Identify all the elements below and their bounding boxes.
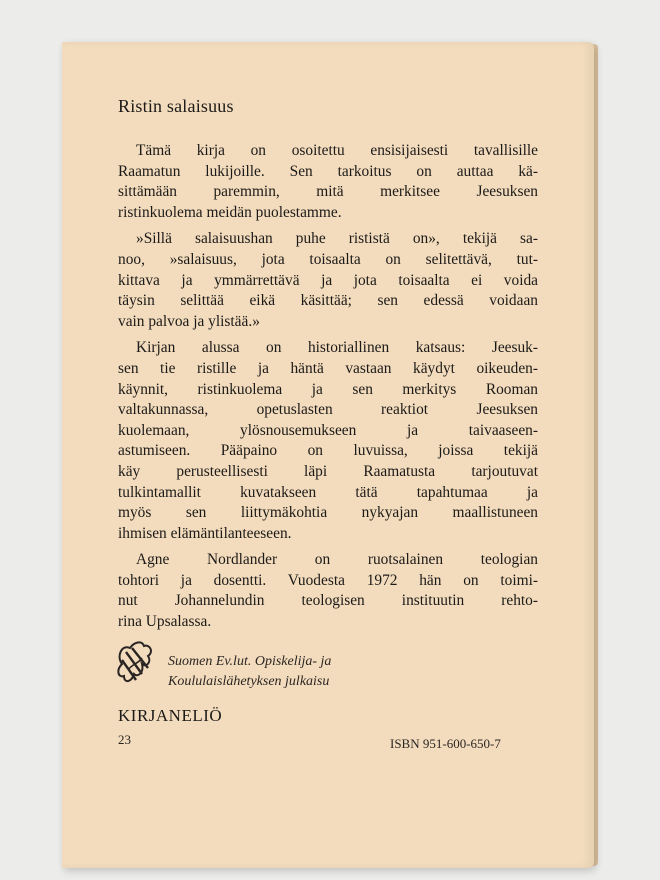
text-line: astumiseen. Pääpaino on luvuissa, joissa tekijä	[118, 442, 538, 460]
text-line: ihmisen elämäntilanteeseen.	[118, 524, 292, 542]
publisher-text	[168, 652, 331, 692]
text-line: sen tie ristille ja häntä vastaan käydyt oikeuden-	[118, 359, 538, 377]
blurb-paragraph	[118, 338, 538, 544]
text-line: nut Johannelundin teologisen instituutin rehto-	[118, 592, 538, 610]
text-line: kittava ja ymmärrettävä ja jota toisaalta ei voida	[118, 271, 538, 289]
text-line: ristinkuolema meidän puolestamme.	[118, 203, 342, 221]
text-line: valtakunnassa, opetuslasten reaktiot Jeesuksen	[118, 401, 538, 419]
imprint-name: KIRJANELIÖ	[118, 706, 223, 725]
series-number: 23	[118, 732, 131, 747]
publisher-line-1: Suomen Ev.lut. Opiskelija- ja	[168, 654, 332, 669]
text-line: Agne Nordlander on ruotsalainen teologian	[136, 551, 538, 569]
text-line: tohtori ja dosentti. Vuodesta 1972 hän on toimi-	[118, 571, 538, 589]
text-line: »Sillä salaisuushan puhe rististä on», tekijä sa-	[136, 230, 538, 248]
text-line: täysin selittää eikä käsittää; sen edessä voidaan	[118, 292, 538, 310]
text-line: Kirjan alussa on historiallinen katsaus: Jeesuk-	[136, 339, 538, 357]
blurb-paragraph	[118, 550, 538, 632]
text-line: kuolemaan, ylösnousemukseen ja taivaaseen-	[118, 421, 538, 439]
publisher-logo-icon	[112, 634, 156, 692]
blurb-paragraph	[118, 229, 538, 332]
blurb-paragraph	[118, 141, 538, 223]
book-title: Ristin salaisuus	[118, 96, 234, 116]
blurb	[118, 96, 538, 639]
text-line: myös sen liittymäkohtia nykyajan maallistuneen	[118, 504, 538, 522]
publisher-line-2: Koululaislähetyksen julkaisu	[168, 674, 330, 689]
text-line: tulkintamallit kuvatakseen tätä tapahtumaa ja	[118, 483, 538, 501]
text-line: sittämään paremmin, mitä merkitsee Jeesuksen	[118, 183, 538, 201]
text-line: noo, »salaisuus, jota toisaalta on selitettävä, tut-	[118, 250, 538, 268]
text-line: käynnit, ristinkuolema ja sen merkitys Rooman	[118, 380, 538, 398]
text-line: Tämä kirja on osoitettu ensisijaisesti tavallisille	[136, 142, 538, 159]
text-line: Raamatun lukijoille. Sen tarkoitus on auttaa kä-	[118, 162, 538, 180]
book-back-cover	[62, 42, 594, 868]
isbn: ISBN 951-600-650-7	[390, 736, 501, 751]
text-line: rina Upsalassa.	[118, 613, 212, 631]
text-line: vain palvoa ja ylistää.»	[118, 312, 260, 330]
blurb-paragraphs	[118, 141, 538, 633]
text-line: käy perusteellisesti läpi Raamatusta tarjoutuvat	[118, 462, 538, 480]
publisher-block	[112, 634, 412, 694]
